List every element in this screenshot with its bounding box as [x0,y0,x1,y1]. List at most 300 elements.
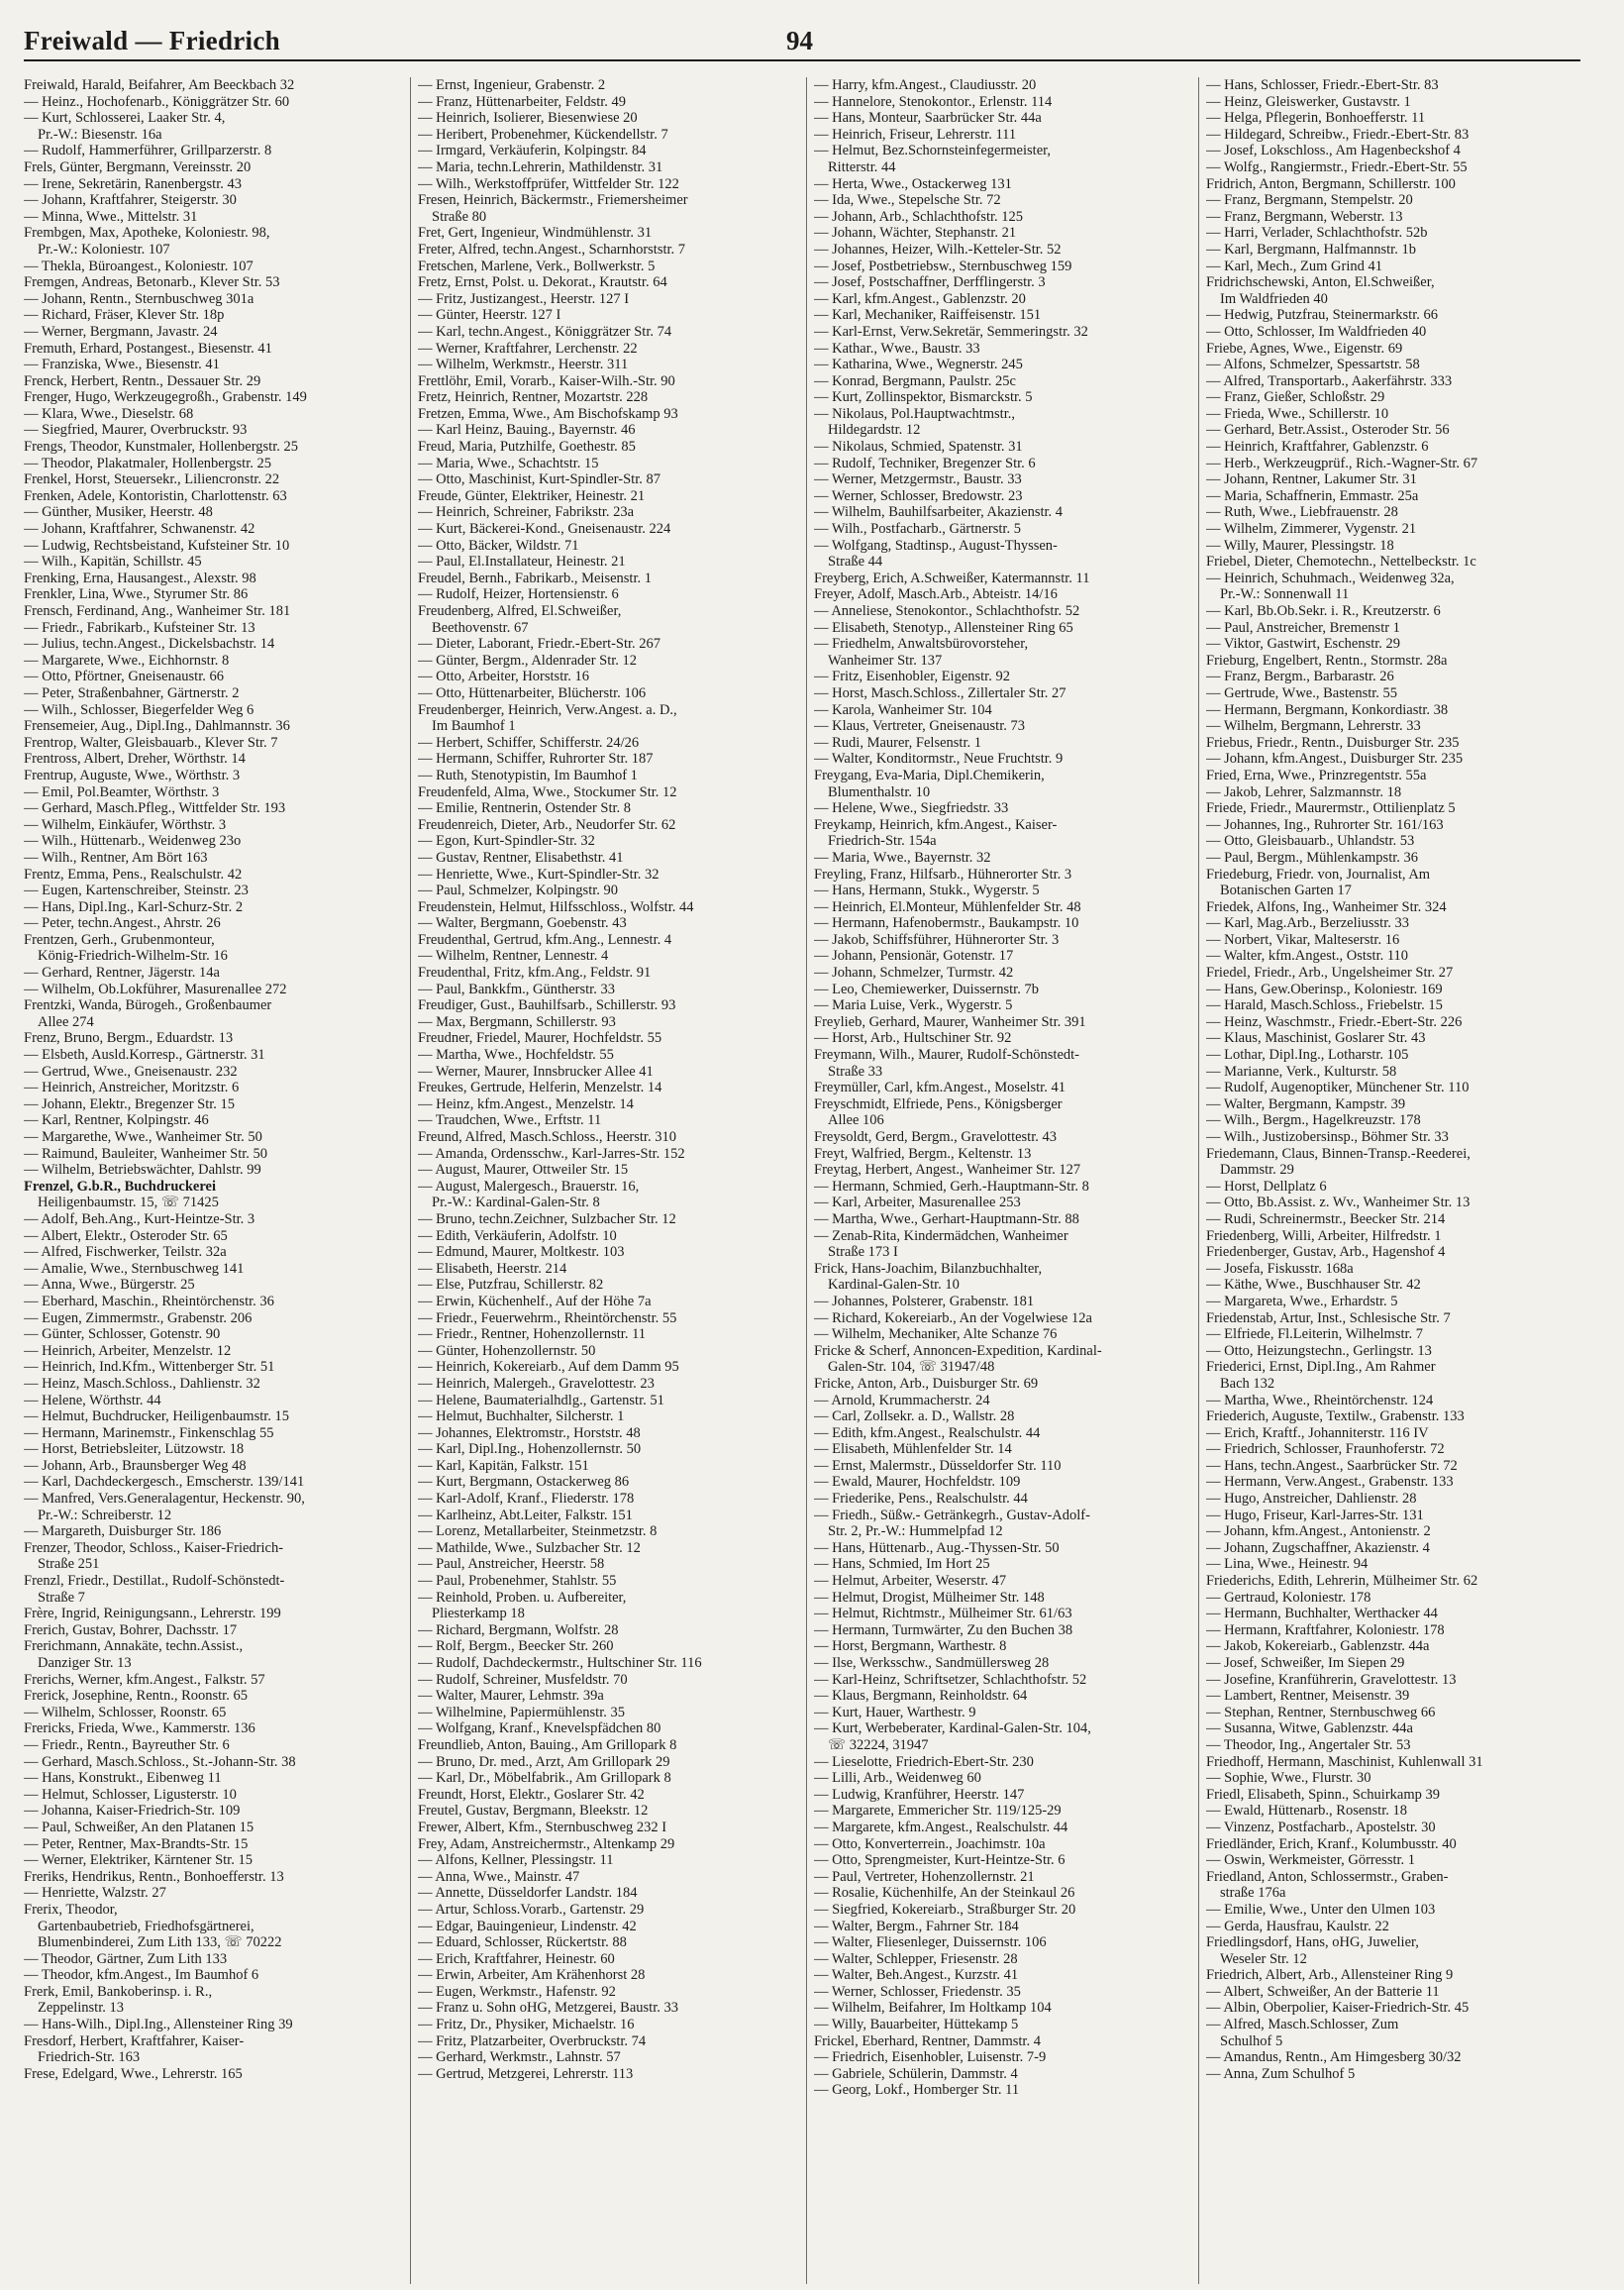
directory-entry-line: — Werner, Maurer, Innsbrucker Allee 41 [418,1063,654,1080]
directory-entry-line: — August, Maurer, Ottweiler Str. 15 [418,1162,629,1179]
directory-entry-line: Fresen, Heinrich, Bäckermstr., Friemersheimer [418,192,688,209]
directory-entry-line: — Carl, Zollsekr. a. D., Wallstr. 28 [814,1408,1015,1425]
directory-entry-line: — Kurt, Bäckerei-Kond., Gneisenaustr. 224 [418,521,671,538]
directory-entry-line: — Jakob, Schiffsführer, Hühnerorter Str. 3 [814,931,1060,948]
directory-entry-line: — Günter, Bergm., Aldenrader Str. 12 [418,652,638,669]
directory-entry-line: — Werner, Metzgermstr., Baustr. 33 [814,471,1022,488]
directory-entry-line: — Thekla, Büroangest., Koloniestr. 107 [24,258,254,274]
directory-entry-line: — Wilhelm, Schlosser, Roonstr. 65 [24,1704,227,1720]
directory-entry-line: — Maria Luise, Verk., Wygerstr. 5 [814,997,1013,1014]
directory-entry-line: — Konrad, Bergmann, Paulstr. 25c [814,372,1016,389]
directory-entry-line: — Hans, Monteur, Saarbrücker Str. 44a [814,110,1042,127]
directory-entry-line: Friedenberg, Willi, Arbeiter, Hilfredstr. 1 [1206,1227,1442,1244]
directory-entry-line: — Helmut, Buchhalter, Silcherstr. 1 [418,1408,625,1425]
directory-entry-line: Freudenstein, Helmut, Hilfsschloss., Wolfstr. 44 [418,898,694,915]
directory-entry-line: — Rudolf, Dachdeckermstr., Hultschiner Str. 116 [418,1655,702,1671]
directory-entry-line: — Otto, Bb.Assist. z. Wv., Wanheimer Str. 13 [1206,1195,1471,1211]
directory-entry-line: — Fritz, Eisenhobler, Eigenstr. 92 [814,669,1010,685]
directory-entry-line: Friedl, Elisabeth, Spinn., Schuirkamp 39 [1206,1786,1441,1803]
directory-entry-line: — Wilhelm, Werkmstr., Heerstr. 311 [418,357,629,373]
directory-entry-line: — Raimund, Bauleiter, Wanheimer Str. 50 [24,1145,268,1162]
directory-entry-line: — Rudolf, Techniker, Bregenzer Str. 6 [814,455,1036,471]
directory-entry-line: Frenzl, Friedr., Destillat., Rudolf-Schönstedt- [24,1573,285,1590]
directory-entry-line: — Paul, El.Installateur, Heinestr. 21 [418,554,626,571]
directory-entry-line: — Elisabeth, Stenotyp., Allensteiner Ring 65 [814,619,1073,636]
directory-entry-line: — Johannes, Heizer, Wilh.-Ketteler-Str. 52 [814,241,1062,258]
directory-entry-line: — Gabriele, Schülerin, Dammstr. 4 [814,2065,1018,2082]
directory-entry-line: Frerichmann, Annakäte, techn.Assist., [24,1638,244,1655]
directory-entry-line: — Margarete, Emmericher Str. 119/125-29 [814,1803,1062,1820]
directory-entry-line: — Josefine, Kranführerin, Gravelottestr. 13 [1206,1671,1457,1688]
directory-entry-line: — Margarethe, Wwe., Wanheimer Str. 50 [24,1129,262,1145]
directory-entry-line: — Horst, Masch.Schloss., Zillertaler Str. 27 [814,684,1066,701]
directory-entry-line: Pliesterkamp 18 [432,1606,525,1622]
directory-entry-line: — Rudolf, Augenoptiker, Münchener Str. 110 [1206,1080,1470,1096]
directory-entry-line: Allee 106 [828,1112,884,1129]
directory-entry-line: Im Baumhof 1 [432,718,516,735]
directory-entry-line: — Otto, Maschinist, Kurt-Spindler-Str. 87 [418,471,660,488]
directory-entry-line: — Emilie, Wwe., Unter den Ulmen 103 [1206,1901,1436,1918]
directory-entry-line: Weseler Str. 12 [1220,1950,1307,1967]
directory-entry-line: Frère, Ingrid, Reinigungsann., Lehrerstr. 199 [24,1606,281,1622]
directory-entry-line: — Horst, Dellplatz 6 [1206,1178,1327,1195]
directory-entry-line: — Max, Bergmann, Schillerstr. 93 [418,1013,616,1030]
directory-entry-line: — Lina, Wwe., Heinestr. 94 [1206,1556,1369,1573]
directory-entry-line: Pr.-W.: Kardinal-Galen-Str. 8 [432,1195,600,1211]
directory-entry-line: — Hermann, Schmied, Gerh.-Hauptmann-Str. 8 [814,1178,1089,1195]
directory-entry-line: Frentrup, Auguste, Wwe., Wörthstr. 3 [24,767,241,783]
directory-entry-line: Pr.-W.: Schreiberstr. 12 [38,1507,172,1523]
directory-entry-line: Frewer, Albert, Kfm., Sternbuschweg 232 I [418,1819,667,1835]
directory-entry-line: Frenkler, Lina, Wwe., Styrumer Str. 86 [24,586,249,603]
directory-entry-line: Freymüller, Carl, kfm.Angest., Moselstr. 41 [814,1080,1066,1096]
directory-entry-line: — Harri, Verlader, Schlachthofstr. 52b [1206,225,1428,242]
directory-entry-line: — Josefa, Fiskusstr. 168a [1206,1260,1354,1277]
directory-entry-line: — Heinrich, El.Monteur, Mühlenfelder Str. 48 [814,898,1081,915]
directory-entry-line: Freysoldt, Gerd, Bergm., Gravelottestr. 43 [814,1129,1057,1145]
directory-entry-line: Frettlöhr, Emil, Vorarb., Kaiser-Wilh.-Str. 90 [418,372,675,389]
directory-entry-line: — Alfons, Schmelzer, Spessartstr. 58 [1206,357,1420,373]
directory-entry-line: — Helga, Pflegerin, Bonhoefferstr. 11 [1206,110,1426,127]
directory-entry-line: — Heinrich, Isolierer, Biesenwiese 20 [418,110,638,127]
directory-entry-line: — Kurt, Hauer, Warthestr. 9 [814,1704,976,1720]
directory-entry-line: — Johann, Pensionär, Gotenstr. 17 [814,948,1014,965]
directory-entry-line: — Wilhelm, Beifahrer, Im Holtkamp 104 [814,2000,1052,2017]
directory-entry-line: — Oswin, Werkmeister, Görresstr. 1 [1206,1852,1416,1869]
directory-entry-line: Frerick, Josephine, Rentn., Roonstr. 65 [24,1688,248,1705]
directory-entry-line: Straße 80 [432,208,487,225]
directory-entry-line: — Alfred, Fischwerker, Teilstr. 32a [24,1244,227,1261]
directory-entry-line: — Johann, Elektr., Bregenzer Str. 15 [24,1095,236,1112]
directory-entry-line: — Günter, Schlosser, Gotenstr. 90 [24,1326,221,1343]
directory-entry-line: — Albert, Schweißer, An der Batterie 11 [1206,1983,1440,2000]
directory-entry-line: — Hans, Schmied, Im Hort 25 [814,1556,990,1573]
directory-entry-line: — Paul, Bergm., Mühlenkampstr. 36 [1206,849,1419,866]
directory-entry-line: — Jakob, Kokereiarb., Gablenzstr. 44a [1206,1638,1430,1655]
directory-entry-line: Friedeburg, Friedr. von, Journalist, Am [1206,866,1431,883]
directory-entry-line: — Paul, Schmelzer, Kolpingstr. 90 [418,883,618,899]
directory-entry-line: — Josef, Postbetriebsw., Sternbuschweg 159 [814,258,1072,274]
directory-entry-line: — Heinrich, Anstreicher, Moritzstr. 6 [24,1080,240,1096]
directory-entry-line: — Herb., Werkzeugprüf., Rich.-Wagner-Str. 67 [1206,455,1478,471]
directory-entry-line: — Nikolaus, Pol.Hauptwachtmstr., [814,405,1015,422]
directory-entry-line: — Walter, Bergm., Fahrner Str. 184 [814,1918,1019,1934]
directory-entry-line: — Heinz, Waschmstr., Friedr.-Ebert-Str. 226 [1206,1013,1463,1030]
directory-entry-line: — Erich, Kraftf., Johanniterstr. 116 IV [1206,1424,1429,1441]
directory-entry-line: Freutel, Gustav, Bergmann, Bleekstr. 12 [418,1803,649,1820]
directory-entry-line: — Friedr., Fabrikarb., Kufsteiner Str. 13 [24,619,255,636]
directory-entry-line: Fried, Erna, Wwe., Prinzregentstr. 55a [1206,767,1427,783]
directory-entry-line: — Paul, Probenehmer, Stahlstr. 55 [418,1573,617,1590]
directory-entry-line: — Gerhard, Masch.Schloss., St.-Johann-Str. 38 [24,1753,296,1770]
directory-entry-line: — Friedr., Rentn., Bayreuther Str. 6 [24,1736,230,1753]
directory-entry-line: — Wilhelm, Einkäufer, Wörthstr. 3 [24,816,227,833]
directory-entry-line: Frensch, Ferdinand, Ang., Wanheimer Str. 181 [24,603,291,619]
directory-entry-line: — Albert, Elektr., Osteroder Str. 65 [24,1227,228,1244]
directory-entry-line: Botanischen Garten 17 [1220,883,1352,899]
directory-entry-line: — Günther, Musiker, Heerstr. 48 [24,504,213,521]
directory-entry-line: Frickel, Eberhard, Rentner, Dammstr. 4 [814,2032,1041,2049]
directory-entry-line: — Werner, Elektriker, Kärntener Str. 15 [24,1852,253,1869]
directory-entry-line: — Walter, Beh.Angest., Kurzstr. 41 [814,1967,1019,1984]
directory-entry-line: — Wilh., Bergm., Hagelkreuzstr. 178 [1206,1112,1421,1129]
directory-entry-line: — Wilh., Postfacharb., Gärtnerstr. 5 [814,521,1021,538]
directory-entry-line: — Amanda, Ordensschw., Karl-Jarres-Str. 152 [418,1145,685,1162]
directory-entry-line: — Johanna, Kaiser-Friedrich-Str. 109 [24,1803,241,1820]
directory-entry-line: — Reinhold, Proben. u. Aufbereiter, [418,1589,627,1606]
directory-entry-line: — Maria, Wwe., Bayernstr. 32 [814,849,991,866]
directory-entry-line: — Gerhard, Betr.Assist., Osteroder Str. 56 [1206,422,1450,439]
directory-entry-line: — Helmut, Richtmstr., Mülheimer Str. 61/63 [814,1606,1072,1622]
directory-entry-line: Str. 2, Pr.-W.: Hummelpfad 12 [828,1523,1003,1540]
directory-entry-line: — Kurt, Zollinspektor, Bismarckstr. 5 [814,389,1033,406]
directory-entry-line: — Friedr., Rentner, Hohenzollernstr. 11 [418,1326,647,1343]
directory-entry-line: — Heribert, Probenehmer, Kückendellstr. 7 [418,126,668,143]
directory-entry-line: — Katharina, Wwe., Wegnerstr. 245 [814,357,1023,373]
directory-entry-line: — Paul, Schweißer, An den Platanen 15 [24,1819,254,1835]
directory-entry-line: — Karl, Mag.Arb., Berzeliusstr. 33 [1206,915,1409,932]
directory-entry-line: — Wilhelm, Betriebswächter, Dahlstr. 99 [24,1162,261,1179]
directory-entry-line: — Wilh., Werkstoffprüfer, Wittfelder Str. 122 [418,175,679,192]
directory-entry-line: — Wilhelm, Rentner, Lennestr. 4 [418,948,609,965]
directory-entry-line: — Margarete, kfm.Angest., Realschulstr. 44 [814,1819,1068,1835]
directory-entry-line: Friederici, Ernst, Dipl.Ing., Am Rahmer [1206,1359,1436,1376]
directory-columns [24,77,1582,2284]
directory-entry-line: — Margarete, Wwe., Eichhornstr. 8 [24,652,230,669]
directory-entry-line: — Karl-Adolf, Kranf., Fliederstr. 178 [418,1491,635,1508]
directory-entry-line: — Amandus, Rentn., Am Himgesberg 30/32 [1206,2049,1462,2066]
directory-entry-line: — Erwin, Arbeiter, Am Krähenhorst 28 [418,1967,646,1984]
directory-entry-line: — Hugo, Friseur, Karl-Jarres-Str. 131 [1206,1507,1424,1523]
directory-entry-line: — Manfred, Vers.Generalagentur, Heckenstr. 90, [24,1491,305,1508]
directory-entry-line: Frenken, Adele, Kontoristin, Charlottenstr. 63 [24,487,287,504]
directory-entry-line: — Karl Heinz, Bauing., Bayernstr. 46 [418,422,636,439]
directory-entry-line: — Kurt, Schlosserei, Laaker Str. 4, [24,110,226,127]
directory-entry-line: Fridrich, Anton, Bergmann, Schillerstr. 100 [1206,175,1456,192]
directory-entry-line: Friedek, Alfons, Ing., Wanheimer Str. 324 [1206,898,1447,915]
directory-entry-line: — Franz u. Sohn oHG, Metzgerei, Baustr. 33 [418,2000,678,2017]
directory-entry-line: — Egon, Kurt-Spindler-Str. 32 [418,833,595,850]
directory-entry-line: — Georg, Lokf., Homberger Str. 11 [814,2082,1020,2099]
directory-entry-line: — Eduard, Schlosser, Rückertstr. 88 [418,1934,627,1951]
directory-entry-line: Freytag, Herbert, Angest., Wanheimer Str. 127 [814,1162,1081,1179]
directory-column-3 [814,77,1190,2284]
directory-entry-line: — Friedhelm, Anwaltsbürovorsteher, [814,636,1029,653]
directory-entry-line: — Günter, Heerstr. 127 I [418,307,561,324]
directory-entry-line: — Günter, Hohenzollernstr. 50 [418,1342,596,1359]
directory-entry-line: — Werner, Bergmann, Javastr. 24 [24,323,218,340]
directory-entry-line: Friedenberger, Gustav, Arb., Hagenshof 4 [1206,1244,1446,1261]
directory-entry-line: — Ruth, Stenotypistin, Im Baumhof 1 [418,767,638,783]
directory-entry-line: — Eberhard, Maschin., Rheintörchenstr. 36 [24,1293,274,1309]
directory-entry-line: — Wilhelm, Ob.Lokführer, Masurenallee 272 [24,981,287,997]
directory-entry-line: — Eugen, Werkmstr., Hafenstr. 92 [418,1983,616,2000]
directory-entry-line: — Karl, Bergmann, Halfmannstr. 1b [1206,241,1416,258]
directory-entry-line: — Minna, Wwe., Mittelstr. 31 [24,208,198,225]
page-number: 94 [786,26,813,55]
directory-entry-line: — Heinrich, Arbeiter, Menzelstr. 12 [24,1342,232,1359]
directory-entry-line: — Franz, Bergmann, Stempelstr. 20 [1206,192,1413,209]
directory-entry-line: — Karola, Wanheimer Str. 104 [814,701,992,718]
directory-entry-line: — Viktor, Gastwirt, Eschenstr. 29 [1206,636,1401,653]
directory-entry-line: — Wolfg., Rangiermstr., Friedr.-Ebert-Str. 55 [1206,158,1468,175]
directory-entry-line: — Wilh., Kapitän, Schillstr. 45 [24,554,202,571]
directory-entry-line: — Richard, Fräser, Klever Str. 18p [24,307,225,324]
directory-entry-line: — Lieselotte, Friedrich-Ebert-Str. 230 [814,1753,1034,1770]
directory-entry-line: — Maria, techn.Lehrerin, Mathildenstr. 31 [418,158,663,175]
directory-entry-line: Freiwald, Harald, Beifahrer, Am Beeckbach 32 [24,77,295,93]
directory-entry-line: — Anna, Wwe., Mainstr. 47 [418,1868,580,1885]
directory-entry-line: — Otto, Bäcker, Wildstr. 71 [418,537,579,554]
directory-entry-line: — Karl, Kapitän, Falkstr. 151 [418,1457,589,1474]
directory-entry-line: — Leo, Chemiewerker, Duissernstr. 7b [814,981,1039,997]
directory-entry-line: — Sophie, Wwe., Flurstr. 30 [1206,1770,1371,1787]
directory-entry-line: Freudenreich, Dieter, Arb., Neudorfer Str. 62 [418,816,676,833]
directory-entry-line: — Kathar., Wwe., Baustr. 33 [814,340,980,357]
directory-entry-line: — Klara, Wwe., Dieselstr. 68 [24,405,194,422]
directory-entry-line: Friedlingsdorf, Hans, oHG, Juwelier, [1206,1934,1419,1951]
directory-entry-line: Frenzer, Theodor, Schloss., Kaiser-Friedrich- [24,1539,284,1556]
directory-entry-line: — Vinzenz, Postfacharb., Apostelstr. 30 [1206,1819,1436,1835]
directory-entry-line: Dammstr. 29 [1220,1162,1294,1179]
directory-entry-line: — Theodor, Plakatmaler, Hollenbergstr. 25 [24,455,271,471]
directory-entry-line: Freund, Alfred, Masch.Schloss., Heerstr. 310 [418,1129,676,1145]
directory-entry-line: — Otto, Arbeiter, Horststr. 16 [418,669,590,685]
directory-entry-line: — Josef, Postschaffner, Derfflingerstr. 3 [814,274,1046,291]
directory-entry-line: — Walter, Maurer, Lehmstr. 39a [418,1688,604,1705]
directory-entry-line: — Otto, Hüttenarbeiter, Blücherstr. 106 [418,684,647,701]
directory-entry-line: Fretz, Heinrich, Rentner, Mozartstr. 228 [418,389,649,406]
directory-entry-line: Friedländer, Erich, Kranf., Kolumbusstr. 40 [1206,1835,1457,1852]
directory-entry-line: — Friederike, Pens., Realschulstr. 44 [814,1491,1028,1508]
directory-entry-line: — Maria, Schaffnerin, Emmastr. 25a [1206,487,1419,504]
directory-entry-line: — Siegfried, Kokereiarb., Straßburger Str. 20 [814,1901,1076,1918]
directory-entry-line: — Theodor, Ing., Angertaler Str. 53 [1206,1736,1411,1753]
directory-entry-line: — Peter, Rentner, Max-Brandts-Str. 15 [24,1835,249,1852]
directory-entry-line: Freundlieb, Anton, Bauing., Am Grillopark 8 [418,1736,677,1753]
directory-entry-line: — Siegfried, Maurer, Overbruckstr. 93 [24,422,248,439]
directory-entry-line: Friede, Friedr., Maurermstr., Ottilienplatz 5 [1206,800,1456,817]
directory-entry-line: — Gerda, Hausfrau, Kaulstr. 22 [1206,1918,1389,1934]
directory-entry-line: — Ernst, Ingenieur, Grabenstr. 2 [418,77,606,93]
directory-entry-line: — Albin, Oberpolier, Kaiser-Friedrich-Str. 45 [1206,2000,1470,2017]
directory-entry-line: — Frieda, Wwe., Schillerstr. 10 [1206,405,1389,422]
directory-entry-line: — Karl, techn.Angest., Königgrätzer Str. 74 [418,323,672,340]
directory-entry-line: — Karl, Mechaniker, Raiffeisenstr. 151 [814,307,1042,324]
directory-entry-line: Danziger Str. 13 [38,1655,132,1671]
directory-entry-line: Frerix, Theodor, [24,1901,118,1918]
directory-entry-line: — Ewald, Hüttenarb., Rosenstr. 18 [1206,1803,1407,1820]
directory-entry-line: — Helene, Baumaterialhdlg., Gartenstr. 51 [418,1392,664,1408]
directory-entry-line: — Johann, Arb., Schlachthofstr. 125 [814,208,1024,225]
directory-entry-line: — August, Malergesch., Brauerstr. 16, [418,1178,640,1195]
page-header [24,26,1580,61]
directory-entry-line: Gartenbaubetrieb, Friedhofsgärtnerei, [38,1918,254,1934]
directory-entry-line: — Anna, Zum Schulhof 5 [1206,2065,1356,2082]
directory-entry-line: Frieburg, Engelbert, Rentn., Stormstr. 28a [1206,652,1448,669]
directory-entry-line: — Else, Putzfrau, Schillerstr. 82 [418,1277,604,1294]
directory-entry-line: — Marianne, Verk., Kulturstr. 58 [1206,1063,1397,1080]
directory-entry-line: — Hermann, Buchhalter, Werthacker 44 [1206,1606,1438,1622]
directory-entry-line: Fretz, Ernst, Polst. u. Dekorat., Krautstr. 64 [418,274,667,291]
directory-entry-line: Fricke, Anton, Arb., Duisburger Str. 69 [814,1375,1039,1392]
directory-entry-line: — Theodor, kfm.Angest., Im Baumhof 6 [24,1967,259,1984]
directory-entry-line: Freygang, Eva-Maria, Dipl.Chemikerin, [814,767,1045,783]
directory-entry-line: — Heinrich, Kokereiarb., Auf dem Damm 95 [418,1359,679,1376]
directory-column-4 [1206,77,1582,2284]
directory-entry-line: — Wilh., Schlosser, Biegerfelder Weg 6 [24,701,254,718]
directory-entry-line: straße 176a [1220,1885,1286,1902]
directory-entry-line: Blumenbinderei, Zum Lith 133, ☏ 70222 [38,1934,282,1951]
directory-entry-line: — Maria, Wwe., Schachtstr. 15 [418,455,599,471]
directory-column-1 [24,77,400,2284]
directory-entry-line: — Alfred, Transportarb., Aakerfährstr. 333 [1206,372,1453,389]
directory-entry-line: — Wilh., Hüttenarb., Weidenweg 23o [24,833,242,850]
directory-entry-line: Fremuth, Erhard, Postangest., Biesenstr. 41 [24,340,272,357]
directory-entry-line: — Margareth, Duisburger Str. 186 [24,1523,222,1540]
directory-entry-line: Frericks, Frieda, Wwe., Kammerstr. 136 [24,1720,255,1737]
directory-entry-line: — Ruth, Wwe., Liebfrauenstr. 28 [1206,504,1398,521]
directory-entry-line: — Edgar, Bauingenieur, Lindenstr. 42 [418,1918,637,1934]
directory-entry-line: Zeppelinstr. 13 [38,2000,124,2017]
directory-entry-line: — Herbert, Schiffer, Schifferstr. 24/26 [418,734,640,751]
directory-entry-line: Bach 132 [1220,1375,1275,1392]
directory-entry-line: — Paul, Anstreicher, Bremenstr 1 [1206,619,1400,636]
directory-entry-line: — Harald, Masch.Schloss., Friebelstr. 15 [1206,997,1443,1014]
directory-entry-line: — Hans-Wilh., Dipl.Ing., Allensteiner Ring 39 [24,2017,293,2033]
directory-entry-line: — Gerhard, Masch.Pfleg., Wittfelder Str. 193 [24,800,286,817]
directory-entry-line: — Heinz, Gleiswerker, Gustavstr. 1 [1206,93,1411,110]
directory-entry-line: — Eugen, Kartenschreiber, Steinstr. 23 [24,883,249,899]
directory-entry-line: — Friedrich, Schlosser, Fraunhoferstr. 72 [1206,1441,1445,1458]
directory-entry-line: Straße 173 I [828,1244,898,1261]
directory-entry-line: Freyt, Walfried, Bergm., Keltenstr. 13 [814,1145,1032,1162]
directory-entry-line: — Hedwig, Putzfrau, Steinermarkstr. 66 [1206,307,1438,324]
directory-entry-line: — Peter, Straßenbahner, Gärtnerstr. 2 [24,684,240,701]
directory-entry-line: — Amalie, Wwe., Sternbuschweg 141 [24,1260,245,1277]
directory-entry-line: Schulhof 5 [1220,2032,1283,2049]
directory-entry-line: Freriks, Hendrikus, Rentn., Bonhoefferstr. 13 [24,1868,284,1885]
directory-entry-line: — Hermann, Hafenobermstr., Baukampstr. 10 [814,915,1079,932]
directory-entry-line: — Johann, Rentner, Lakumer Str. 31 [1206,471,1417,488]
directory-entry-line: — Hans, Hüttenarb., Aug.-Thyssen-Str. 50 [814,1539,1060,1556]
directory-entry-line: Heiligenbaumstr. 15, ☏ 71425 [38,1195,219,1211]
directory-entry-line: — Martha, Wwe., Hochfeldstr. 55 [418,1047,614,1064]
directory-entry-line: — Helmut, Bez.Schornsteinfegermeister, [814,143,1052,159]
directory-entry-line: — Helmut, Drogist, Mülheimer Str. 148 [814,1589,1045,1606]
directory-entry-line: — Karl, Bb.Ob.Sekr. i. R., Kreutzerstr. 6 [1206,603,1441,619]
directory-entry-line: Friedland, Anton, Schlossermstr., Graben- [1206,1868,1449,1885]
directory-entry-line: — Heinrich, Schuhmach., Weidenweg 32a, [1206,570,1455,586]
directory-entry-line: — Anneliese, Stenokontor., Schlachthofstr. 52 [814,603,1080,619]
directory-entry-line: — Heinrich, Kraftfahrer, Gablenzstr. 6 [1206,439,1429,456]
directory-entry-line: — Richard, Bergmann, Wolfstr. 28 [418,1621,619,1638]
directory-entry-line: Friedel, Friedr., Arb., Ungelsheimer Str. 27 [1206,965,1454,982]
directory-entry-line: — Fritz, Dr., Physiker, Michaelstr. 16 [418,2017,635,2033]
directory-entry-line: Kardinal-Galen-Str. 10 [828,1277,960,1294]
directory-entry-line: Frenz, Bruno, Bergm., Eduardstr. 13 [24,1030,234,1047]
directory-entry-line: — Johannes, Ing., Ruhrorter Str. 161/163 [1206,816,1444,833]
directory-entry-line: Frentzen, Gerh., Grubenmonteur, [24,931,215,948]
directory-entry-line: — Johannes, Polsterer, Grabenstr. 181 [814,1293,1035,1309]
directory-entry-line: Pr.-W.: Koloniestr. 107 [38,241,170,258]
directory-entry-line: — Hans, techn.Angest., Saarbrücker Str. 72 [1206,1457,1458,1474]
directory-entry-line: Fresdorf, Herbert, Kraftfahrer, Kaiser- [24,2032,245,2049]
directory-entry-line: — Hugo, Anstreicher, Dahlienstr. 28 [1206,1491,1417,1508]
column-divider [806,77,807,2284]
directory-entry-line: — Elisabeth, Heerstr. 214 [418,1260,567,1277]
directory-entry-line: — Heinz, Masch.Schloss., Dahlienstr. 32 [24,1375,260,1392]
directory-entry-line: — Klaus, Bergmann, Reinholdstr. 64 [814,1688,1028,1705]
directory-entry-line: — Zenab-Rita, Kindermädchen, Wanheimer [814,1227,1068,1244]
directory-entry-line: Frerich, Gustav, Bohrer, Dachsstr. 17 [24,1621,238,1638]
directory-entry-line: — Kurt, Bergmann, Ostackerweg 86 [418,1474,630,1491]
directory-entry-line: Fretzen, Emma, Wwe., Am Bischofskamp 93 [418,405,678,422]
directory-entry-line: Friedemann, Claus, Binnen-Transp.-Reederei, [1206,1145,1471,1162]
directory-entry-line: — Hermann, Kraftfahrer, Koloniestr. 178 [1206,1621,1445,1638]
directory-entry-line: Freundt, Horst, Elektr., Goslarer Str. 42 [418,1786,645,1803]
directory-entry-line: — Elsbeth, Ausld.Korresp., Gärtnerstr. 31 [24,1047,265,1064]
directory-entry-line: — Johann, kfm.Angest., Antonienstr. 2 [1206,1523,1431,1540]
directory-entry-line: — Wolfgang, Kranf., Knevelspfädchen 80 [418,1720,661,1737]
directory-entry-line: Fretschen, Marlene, Verk., Bollwerkstr. 5 [418,258,656,274]
column-divider [1198,77,1199,2284]
directory-entry-line: — Richard, Kokereiarb., An der Vogelwiese 12a [814,1309,1092,1326]
directory-entry-line: Beethovenstr. 67 [432,619,529,636]
directory-entry-line: — Heinz, kfm.Angest., Menzelstr. 14 [418,1095,634,1112]
directory-entry-line: Frenkel, Horst, Steuersekr., Liliencronstr. 22 [24,471,280,488]
directory-entry-line: Wanheimer Str. 137 [828,652,943,669]
directory-entry-line: — Rudolf, Heizer, Hortensienstr. 6 [418,586,619,603]
directory-entry-line: — Hans, Hermann, Stukk., Wygerstr. 5 [814,883,1040,899]
directory-entry-line: — Fritz, Justizangest., Heerstr. 127 I [418,290,630,307]
directory-entry-line: Freudenfeld, Alma, Wwe., Stockumer Str. 12 [418,783,677,800]
directory-entry-line: — Bruno, techn.Zeichner, Sulzbacher Str. 12 [418,1210,676,1227]
directory-entry-line: Friebe, Agnes, Wwe., Eigenstr. 69 [1206,340,1403,357]
directory-entry-line: — Karl-Ernst, Verw.Sekretär, Semmeringstr. 32 [814,323,1088,340]
directory-entry-line: Freude, Günter, Elektriker, Heinestr. 21 [418,487,646,504]
directory-entry-line: — Karl, Rentner, Kolpingstr. 46 [24,1112,209,1129]
directory-entry-line: Freyschmidt, Elfriede, Pens., Königsberger [814,1095,1063,1112]
directory-entry-line: — Rudi, Maurer, Felsenstr. 1 [814,734,981,751]
directory-entry-line: Frentross, Albert, Dreher, Wörthstr. 14 [24,751,246,768]
directory-entry-line: — Franz, Gießer, Schloßstr. 29 [1206,389,1385,406]
directory-entry-line: Straße 7 [38,1589,85,1606]
directory-entry-line: Allee 274 [38,1013,94,1030]
directory-entry-line: — Gerhard, Rentner, Jägerstr. 14a [24,965,220,982]
directory-entry-line: — Nikolaus, Schmied, Spatenstr. 31 [814,439,1023,456]
directory-entry-line: — Helene, Wwe., Siegfriedstr. 33 [814,800,1009,817]
